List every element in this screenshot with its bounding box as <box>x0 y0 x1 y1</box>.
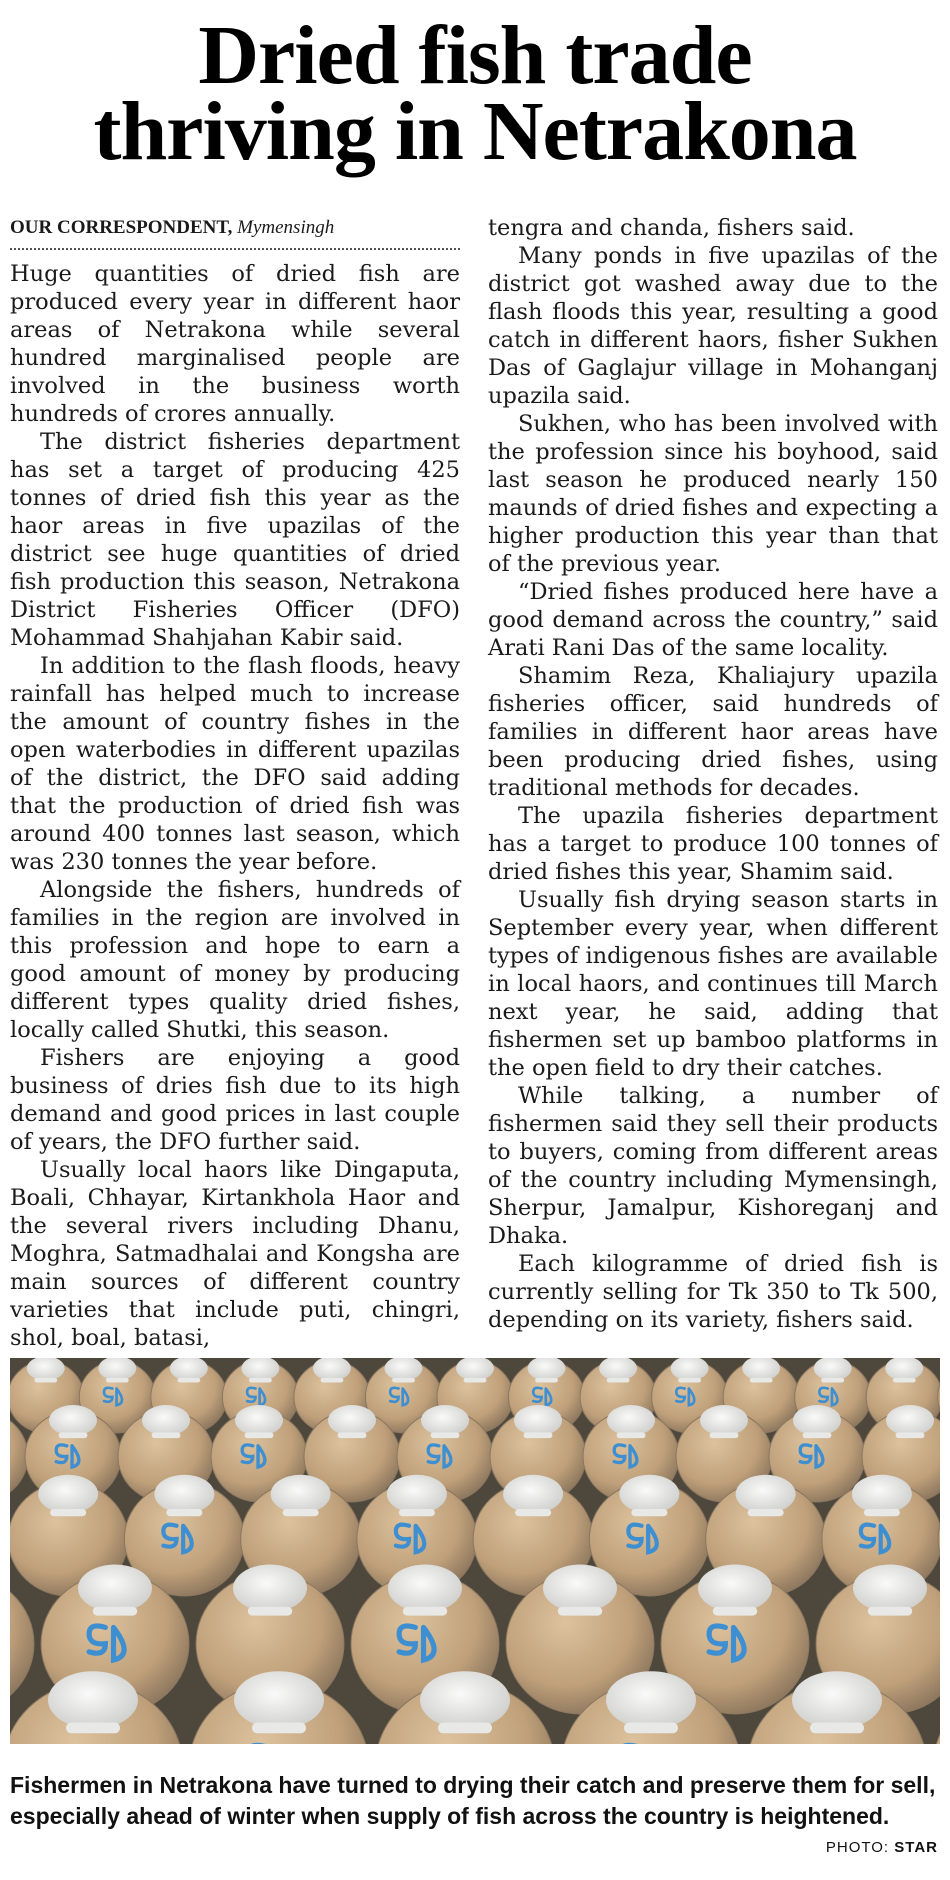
headline-line-1: Dried fish trade <box>198 9 752 102</box>
headline-line-2: thriving in Netrakona <box>93 85 857 178</box>
article-paragraph: The upazila fisheries department has a target to produce 100 tonnes of dried fishes this year, Shamim said. <box>488 803 938 885</box>
article-paragraph: Shamim Reza, Khaliajury upazila fisheries officer, said hundreds of families in different haor areas have been producing dried fishes, using traditional methods for decades. <box>488 663 938 801</box>
article-paragraph: While talking, a number of fishermen said they sell their products to buyers, coming from different areas of the country including Mymensingh, Sherpur, Jamalpur, Kishoreganj and Dhaka. <box>488 1083 938 1249</box>
article-paragraph: Usually local haors like Dingaputa, Boali, Chhayar, Kirtankhola Haor and the several rivers including Dhanu, Moghra, Satmadhalai and Kongsha are main sources of different country varieties that include puti, chingri, shol, boal, batasi, <box>10 1157 460 1351</box>
article-paragraph: Many ponds in five upazilas of the district got washed away due to the flash floods this year, resulting a good catch in different haors, fisher Sukhen Das of Gaglajur village in Mohanganj upazila said. <box>488 243 938 409</box>
photo-credit <box>826 1839 938 1856</box>
byline-location: Mymensingh <box>237 217 335 238</box>
byline <box>10 216 460 250</box>
headline <box>0 9 950 178</box>
photo-credit-source: STAR <box>894 1839 938 1856</box>
photo-credit-label: PHOTO: <box>825 1839 890 1856</box>
byline-author: OUR CORRESPONDENT, <box>10 217 233 238</box>
dried-fish-pots-photo <box>10 1358 940 1744</box>
article-column-left <box>10 216 460 1352</box>
article-paragraph: Each kilogramme of dried fish is currently selling for Tk 350 to Tk 500, depending on its variety, fishers said. <box>488 1251 938 1333</box>
article-column-right <box>488 214 938 1334</box>
article-paragraph: “Dried fishes produced here have a good demand across the country,” said Arati Rani Das of the same locality. <box>488 579 938 661</box>
article-paragraph: Usually fish drying season starts in September every year, when different types of indigenous fishes are available in local haors, and continues till March next year, he said, adding that fishermen set up bamboo platforms in the open field to dry their catches. <box>488 887 938 1081</box>
article-paragraph: Fishers are enjoying a good business of dries fish due to its high demand and good prices in last couple of years, the DFO further said. <box>10 1045 460 1155</box>
article-paragraph: Alongside the fishers, hundreds of families in the region are involved in this profession and hope to earn a good amount of money by producing different types quality dried fishes, locally called Shutki, this season. <box>10 877 460 1043</box>
article-paragraph: In addition to the flash floods, heavy rainfall has helped much to increase the amount of country fishes in the open waterbodies in different upazilas of the district, the DFO said adding that the production of dried fish was around 400 tonnes last season, which was 230 tonnes the year before. <box>10 653 460 875</box>
photo-caption: Fishermen in Netrakona have turned to drying their catch and preserve them for sell, especially ahead of winter when supply of fish across the country is heightened. <box>10 1772 936 1829</box>
article-paragraph: Huge quantities of dried fish are produced every year in different haor areas of Netrakona while several hundred marginalised people are involved in the business worth hundreds of crores annually. <box>10 261 460 427</box>
article-paragraph: Sukhen, who has been involved with the profession since his boyhood, said last season he produced nearly 150 maunds of dried fishes and expecting a higher production this year than that of the previous year. <box>488 411 938 577</box>
article-paragraph: tengra and chanda, fishers said. <box>488 215 855 241</box>
article-paragraph: The district fisheries department has set a target of producing 425 tonnes of dried fish this year as the haor areas in five upazilas of the district see huge quantities of dried fish production this season, Netrakona District Fisheries Officer (DFO) Mohammad Shahjahan Kabir said. <box>10 429 460 651</box>
pots-illustration <box>10 1358 940 1744</box>
